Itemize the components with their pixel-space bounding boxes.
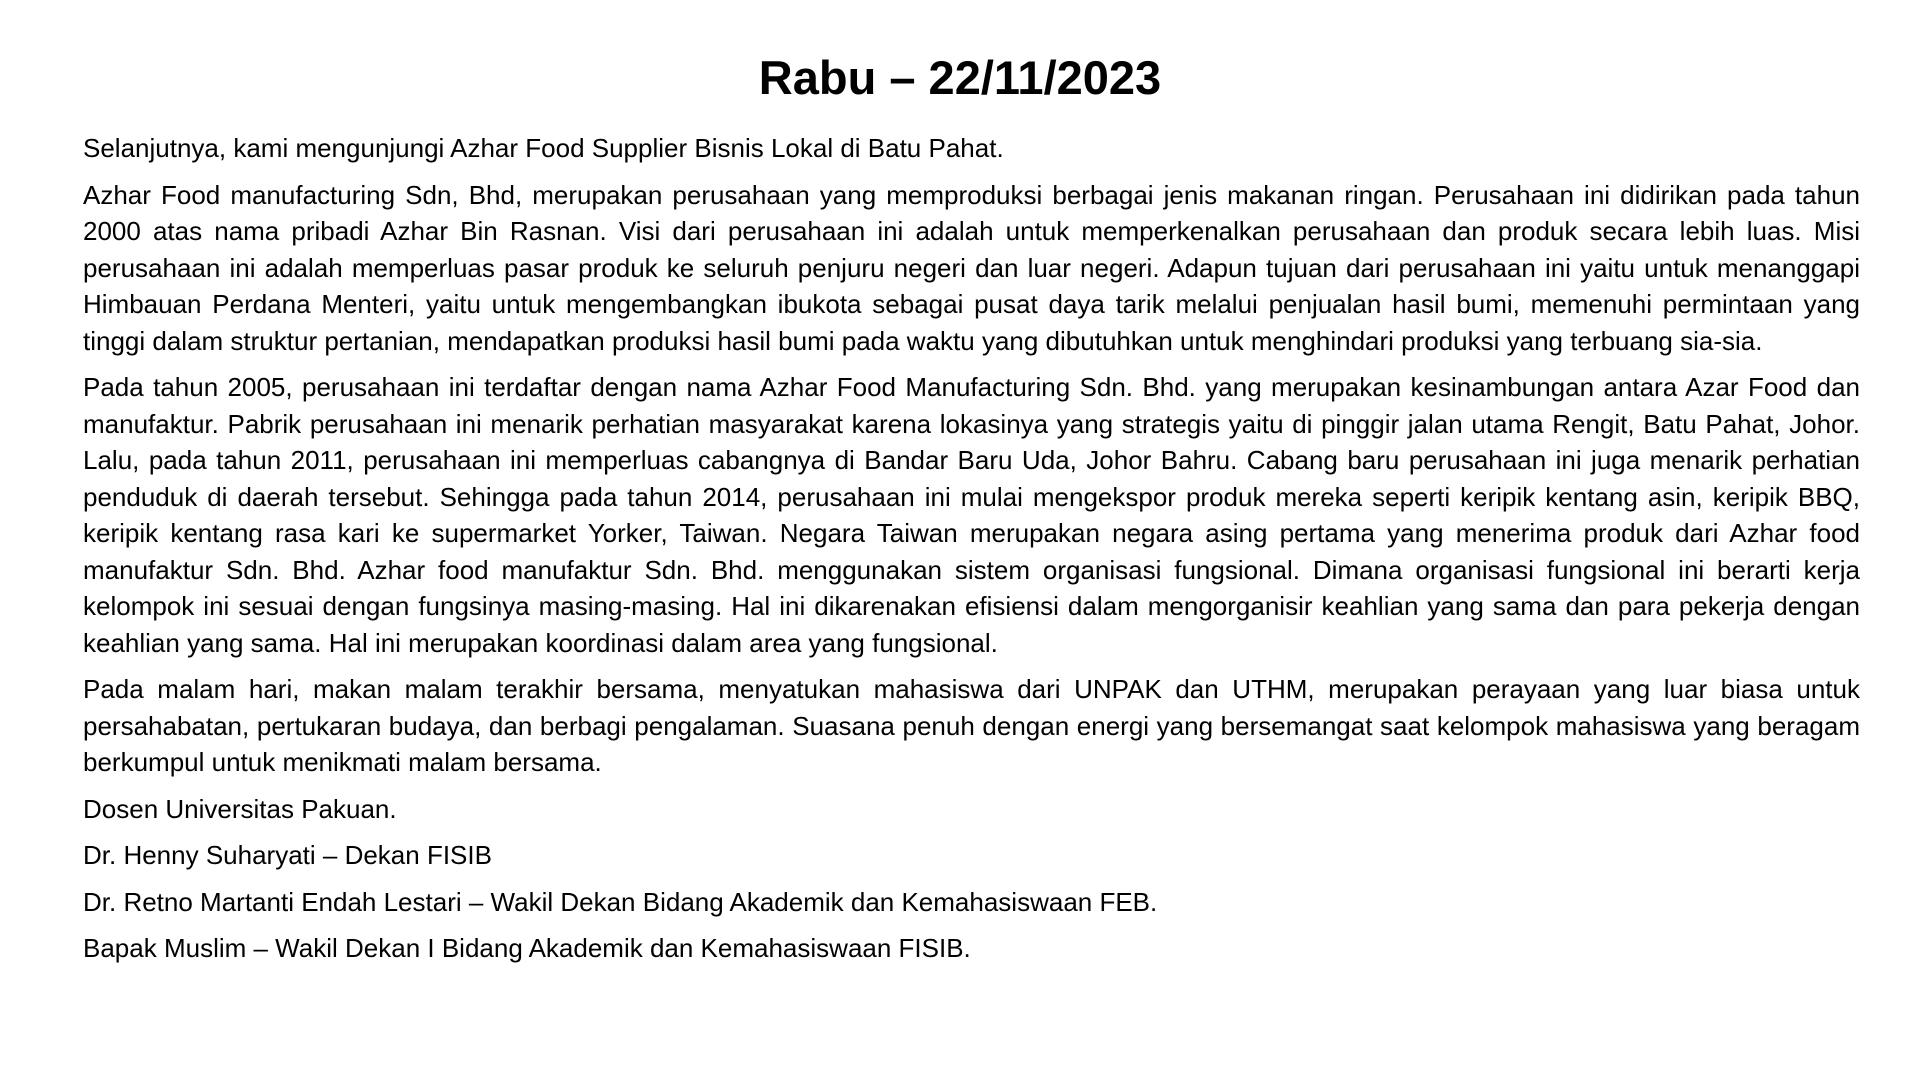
paragraph-company-profile: Azhar Food manufacturing Sdn, Bhd, merupakan perusahaan yang memproduksi berbagai jenis makanan ringan. Perusahaan ini didirikan pada tahun 2000 atas nama pribadi Azhar Bin Rasnan. Visi dari perusahaan ini adalah untuk memperkenalkan perusahaan dan produk secara lebih luas. Misi perusahaan ini adalah memperluas pasar produk ke seluruh penjuru negeri dan luar negeri. Adapun tujuan dari perusahaan ini yaitu untuk menanggapi Himbauan Perdana Menteri, yaitu untuk mengembangkan ibukota sebagai pusat daya tarik melalui penjualan hasil bumi, memenuhi permintaan yang tinggi dalam struktur pertanian, mendapatkan produksi hasil bumi pada waktu yang dibutuhkan untuk menghindari produksi yang terbuang sia-sia. <box>83 179 1860 356</box>
paragraph-intro: Selanjutnya, kami mengunjungi Azhar Food Supplier Bisnis Lokal di Batu Pahat. <box>83 133 1004 163</box>
paragraph-farewell-dinner: Pada malam hari, makan malam terakhir bersama, menyatukan mahasiswa dari UNPAK dan UTHM, merupakan perayaan yang luar biasa untuk persahabatan, pertukaran budaya, dan berbagi pengalaman. Suasana penuh dengan energi yang bersemangat saat kelompok mahasiswa yang beragam berkumpul untuk menikmati malam bersama. <box>83 674 1860 777</box>
lecturer-item: Dr. Henny Suharyati – Dekan FISIB <box>83 840 492 870</box>
lecturer-item: Bapak Muslim – Wakil Dekan I Bidang Akademik dan Kemahasiswaan FISIB. <box>83 933 971 963</box>
document-body <box>83 130 1860 977</box>
lecturers-heading: Dosen Universitas Pakuan. <box>83 793 397 824</box>
paragraph-company-history: Pada tahun 2005, perusahaan ini terdaftar dengan nama Azhar Food Manufacturing Sdn. Bhd. yang merupakan kesinambungan antara Azar Food dan manufaktur. Pabrik perusahaan ini menarik perhatian masyarakat karena lokasinya yang strategis yaitu di pinggir jalan utama Rengit, Batu Pahat, Johor. Lalu, pada tahun 2011, perusahaan ini memperluas cabangnya di Bandar Baru Uda, Johor Bahru. Cabang baru perusahaan ini juga menarik perhatian penduduk di daerah tersebut. Sehingga pada tahun 2014, perusahaan ini mulai mengekspor produk mereka seperti keripik kentang asin, keripik BBQ, keripik kentang rasa kari ke supermarket Yorker, Taiwan. Negara Taiwan merupakan negara asing pertama yang menerima produk dari Azhar food manufaktur Sdn. Bhd. Azhar food manufaktur Sdn. Bhd. menggunakan sistem organisasi fungsional. Dimana organisasi fungsional ini berarti kerja kelompok ini sesuai dengan fungsinya masing-masing. Hal ini dikarenakan efisiensi dalam mengorganisir keahlian yang sama dan para pekerja dengan keahlian yang sama. Hal ini merupakan koordinasi dalam area yang fungsional. <box>83 372 1860 658</box>
lecturer-item: Dr. Retno Martanti Endah Lestari – Wakil Dekan Bidang Akademik dan Kemahasiswaan FEB. <box>83 886 1158 917</box>
page-title: Rabu – 22/11/2023 <box>758 51 1162 104</box>
